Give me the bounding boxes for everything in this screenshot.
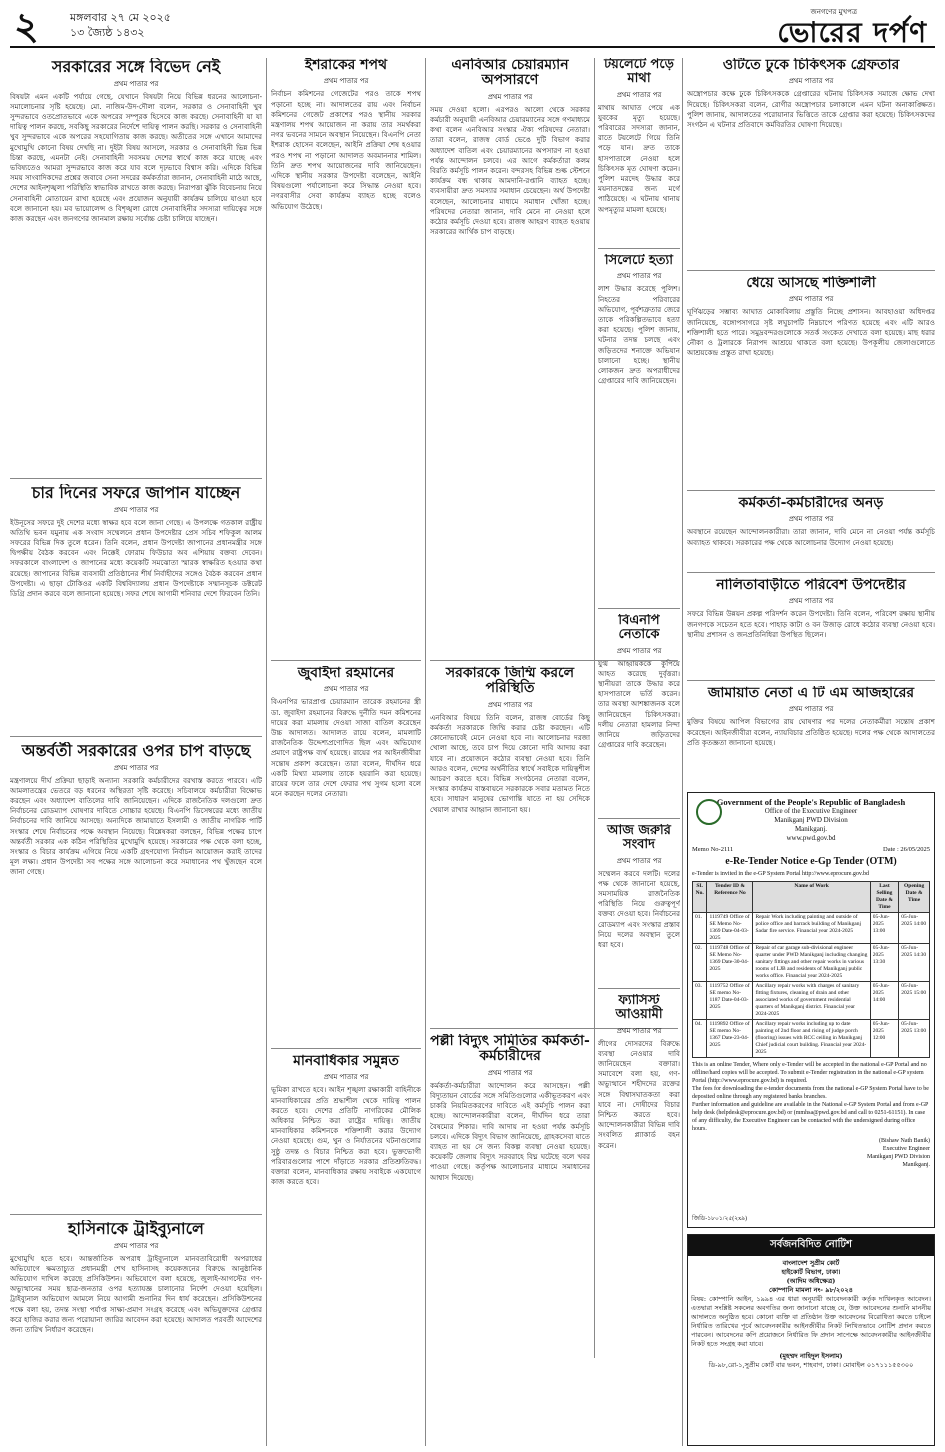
headline: ইশরাকের শপথ xyxy=(304,58,388,73)
story-body: বিএনপির ভারপ্রাপ্ত চেয়ারম্যান তারেক রহমানের স্ত্রী ডা. জুবাইদা রহমানের বিরুদ্ধে দুর্নীতি দমন কমিশনের দায়ের করা মামলায় দেওয়া সাজা বাতিল করেছেন উচ্চ আদালত। আদালত রায়ে বলেন, মামলাটি রাজনৈতিক উদ্দেশ্যপ্রণোদিত ছিল এবং অভিযোগ প্রমাণে রাষ্ট্রপক্ষ ব্যর্থ হয়েছে। রায়ের পর আইনজীবীরা সন্তোষ প্রকাশ করেছেন। তারা বলেন, দীর্ঘদিন ধরে একটি মিথ্যা মামলায় তাকে হয়রানি করা হয়েছে। রায়ের ফলে তার দেশে ফেরার পথ সুগম হলো বলে মনে করছেন দলের নেতারা। xyxy=(271,697,421,799)
story-doctor-arrest xyxy=(687,58,935,268)
table-cell: 03. xyxy=(693,982,707,1020)
story-bnp-leader xyxy=(598,614,680,814)
story-human-rights xyxy=(271,1054,421,1446)
tender-table-header xyxy=(693,882,930,913)
continued-label: প্রথম পাতার পর xyxy=(323,77,369,86)
notice-text: বিষয়: কোম্পানি আইন, ১৯৯৪ এর ধারা অনুযায়ী আবেদনকারী কর্তৃক দাখিলকৃত আবেদন। এতদ্বারা সংশ্লিষ্ট সকলের অবগতির জন্য জানানো যাচ্ছে যে, উক্ত আবেদনের শুনানি মাননীয় আদালতে অনুষ্ঠিত হবে। কোনো ব্যক্তি বা প্রতিষ্ঠান উক্ত আবেদনের বিরোধিতা করতে চাইলে নির্ধারিত তারিখের পূর্বে আবেদনকারীর আইনজীবীর নিকট লিখিতভাবে নোটিশ প্রদান করতে পারবেন। আবেদনের কপি প্রয়োজনে নির্ধারিত ফি প্রদান সাপেক্ষে আবেদনকারীর আইনজীবীর নিকট হতে সংগ্রহ করা যাবে। xyxy=(691,1295,931,1348)
story-jamaat-azhar xyxy=(687,686,935,786)
tender-notice xyxy=(687,792,935,1228)
col-header: Name of Work xyxy=(753,882,870,913)
story-interim-pressure xyxy=(10,742,262,1212)
story-toilet-death xyxy=(598,58,680,244)
continued-label: প্রথম পাতার পর xyxy=(487,700,533,709)
headline: জামায়াত নেতা এ টি এম আজহারের xyxy=(707,686,915,701)
story-body: ইউনূসের সফরে দুই দেশের মধ্যে স্বাক্ষর হবে বলে জানা গেছে। এ উপলক্ষে গতকাল রাষ্ট্রীয় অতিথি ভবন যমুনায় এক সংবাদ সম্মেলনে প্রধান উপদেষ্টার প্রেস সচিব শফিকুল আলম সফরের বিভিন্ন দিক তুলে ধরেন। তিনি বলেন, প্রধান উপদেষ্টা জাপানের প্রধানমন্ত্রীর সঙ্গে দ্বিপক্ষীয় বৈঠক করবেন এবং নিক্কেই ফোরাম ফিউচার অব এশিয়ায় বক্তব্য দেবেন। সফরকালে বাংলাদেশ ও জাপানের মধ্যে কয়েকটি সমঝোতা স্মারক স্বাক্ষরিত হওয়ার কথা রয়েছে। জাপানের বিভিন্ন ব্যবসায়ী প্রতিষ্ঠানের শীর্ষ নির্বাহীদের সঙ্গেও বৈঠক করবেন প্রধান উপদেষ্টা। এ ছাড়া টোকিওর একটি বিশ্ববিদ্যালয় প্রধান উপদেষ্টাকে সম্মানসূচক ডক্টরেট ডিগ্রি প্রদান করবে বলে জানানো হয়েছে। সফর শেষে আগামী শনিবার দেশে ফিরবেন তিনি। xyxy=(10,517,262,599)
story-urgent-news xyxy=(598,824,680,984)
story-storm xyxy=(687,276,935,488)
continued-label: প্রথম পাতার পর xyxy=(788,295,834,304)
logo-tagline: জনগণের মুখপত্র xyxy=(810,8,857,16)
story-employees-strike xyxy=(687,496,935,570)
story-ishraq-oath xyxy=(271,58,421,658)
tender-note-1: This is an online Tender, Where only e-Tender will be accepted in the national e-GP Portal and no offline/hard copies will be accepted. To submit e-Tender registration in the national e-GP system Portal (http://www.eprocure.gov.bd) is required. xyxy=(692,1062,927,1084)
headline: আজ জরুরি সংবাদ xyxy=(607,824,671,853)
notice-court: বাংলাদেশ সুপ্রীম কোর্ট xyxy=(782,1259,840,1267)
headline: সরকারকে জিম্মি করলে পরিস্থিতি xyxy=(445,666,575,697)
tender-note-3: Further information and guideline are available in the National e-GP System Portal and from e-GP help desk (helpdesk@eprocure.gov.bd) or (mmhsa@pwd.gov.bd and call to 0251-61151). In case of any difficulty, the Executive Engineer can be contacted with the undersigned during office hours. xyxy=(692,1102,929,1132)
narrow-column xyxy=(598,58,680,1446)
tender-office: Office of the Executive Engineer xyxy=(764,807,858,815)
story-body: যুগ্ম আহ্বায়ককে কুপিয়ে আহত করেছে দুর্বৃত্তরা। স্থানীয়রা তাকে উদ্ধার করে হাসপাতালে ভর্তি করেন। তার অবস্থা আশঙ্কাজনক বলে জানিয়েছেন চিকিৎসকরা। দলীয় নেতারা হামলার নিন্দা জানিয়ে জড়িতদের গ্রেপ্তারের দাবি করেছেন। xyxy=(598,658,680,750)
notice-signer: (মুহম্মদ নাহিদুল ইসলাম) xyxy=(779,1352,843,1360)
story-zubaida xyxy=(271,666,421,1046)
tender-title: e-Re-Tender Notice e-Gp Tender (OTM) xyxy=(725,856,897,867)
col-header: SL No. xyxy=(693,882,707,913)
table-cell: Repair of car garage sub-divisional engineer quarter under PWD Manikganj including changing sanitary fittings and other repair works in various rooms of LJB and residents of Manikganj public works office. Financial year 2024-2025 xyxy=(753,944,870,982)
story-nbr-chairman xyxy=(430,58,590,658)
table-cell: 1119749 Office of SE Memo No-1369 Date-04-03-2025 xyxy=(707,913,753,944)
headline: এনবিআর চেয়ারম্যান অপসারণে xyxy=(451,58,569,89)
table-cell: Ancillary repair works with charges of sanitary fitting fixtures, cleaning of drain and other associated works of government residential quarters of Manikganj district. Financial year 2024-2025 xyxy=(753,982,870,1020)
continued-label: প্রথম পাতার পর xyxy=(616,272,662,281)
table-cell: 05-Jun-2025 14:00 xyxy=(899,913,930,944)
notice-address: ডি-৯৮,রো-১,সুপ্রীম কোর্ট বার ভবন, শাহবাগ, ঢাকা। মোবাইল ০১৭১১১৫৫৩০০ xyxy=(708,1361,914,1369)
continued-label: প্রথম পাতার পর xyxy=(788,705,834,714)
story-body: নির্বাচন কমিশনের গেজেটের পরও তাকে শপথ পড়ানো হচ্ছে না। আদালতের রায় এবং নির্বাচন কমিশনের গেজেট প্রকাশের পরও স্থানীয় সরকার মন্ত্রণালয় শপথ আয়োজন না করায় তার সমর্থকরা নগর ভবনের সামনে অবস্থান নিয়েছেন। বিএনপি নেতা ইশরাক হোসেন বলেছেন, আইনি প্রক্রিয়া শেষ হওয়ার পরও শপথ না পড়ানো আদালত অবমাননার শামিল। তিনি দ্রুত শপথ আয়োজনের দাবি জানিয়েছেন। এদিকে স্থানীয় সরকার উপদেষ্টা বলেছেন, আইনি বিষয়গুলো পর্যালোচনা করে সিদ্ধান্ত নেওয়া হবে। নগরবাসীর সেবা কার্যক্রম ব্যাহত হচ্ছে বলেও অভিযোগ উঠেছে। xyxy=(271,89,421,211)
story-fascist-league xyxy=(598,994,680,1446)
tender-intro: e-Tender is invited in the e-GP System Portal http://www.eprocure.gov.bd xyxy=(692,871,870,877)
signer-division: Manikganj PWD Division xyxy=(867,1154,930,1160)
continued-label: প্রথম পাতার পর xyxy=(113,79,159,88)
story-body: সম্মেলন করবে দলটি। দলের পক্ষ থেকে জানানো হয়েছে, সমসাময়িক রাজনৈতিক পরিস্থিতি নিয়ে গুরুত্বপূর্ণ বক্তব্য দেওয়া হবে। নির্বাচনের রোডম্যাপ এবং সংস্কার প্রস্তাব নিয়ে দলের অবস্থান তুলে ধরা হবে। xyxy=(598,868,680,950)
table-cell: 05-Jun-2025 13:30 xyxy=(870,944,899,982)
tender-table xyxy=(692,881,930,1058)
story-japan-visit xyxy=(10,484,262,734)
continued-label: প্রথম পাতার পর xyxy=(113,505,159,514)
table-cell: 1119748 Office of SE Memo No-1369 Date-30-04-2025 xyxy=(707,944,753,982)
story-sylhet-murder xyxy=(598,254,680,604)
continued-label: প্রথম পাতার পর xyxy=(616,90,662,99)
tender-govt: Government of the People's Republic of Bangladesh xyxy=(716,797,906,807)
table-cell: 01. xyxy=(693,913,707,944)
tender-division: Manikganj PWD Division xyxy=(774,816,848,824)
story-body: সময় দেওয়া হলো। এরপরও আলো থেকে সরকার কর্মচারী অনুযায়ী এনবিআর চেয়ারম্যানের সঙ্গে গণমাধ্যমে কথা বলেন এনবিআর সংস্কার ঐক্য পরিষদের নেতারা। তারা বলেন, রাজস্ব বোর্ড ভেঙে দুটি বিভাগ করার অধ্যাদেশ বাতিল এবং চেয়ারম্যানের অপসারণ না হওয়া পর্যন্ত আন্দোলন চলবে। এর আগে কর্মকর্তারা কলম বিরতি কর্মসূচি পালন করেন। বন্দরসহ বিভিন্ন শুল্ক স্টেশনে কার্যক্রম বন্ধ থাকায় আমদানি-রপ্তানি ব্যাহত হচ্ছে। ব্যবসায়ীরা দ্রুত সমস্যার সমাধান চেয়েছেন। অর্থ উপদেষ্টা বলেছেন, আলোচনার মাধ্যমে সমাধান খোঁজা হচ্ছে। পরিষদের নেতারা জানান, দাবি মেনে না নেওয়া হলে কঠোর কর্মসূচি দেওয়া হবে। রাজস্ব আহরণ ব্যাহত হওয়ায় সরকারের আর্থিক চাপ বাড়ছে। xyxy=(430,104,590,237)
headline: জুবাইদা রহমানের xyxy=(297,666,395,681)
signer-name: (Bishaw Nath Banik) xyxy=(879,1138,930,1144)
table-cell: 1119892 Office of SE memo No-1367 Date-23-04-2025 xyxy=(707,1020,753,1058)
continued-label: প্রথম পাতার পর xyxy=(487,1068,533,1077)
tender-meta xyxy=(692,846,930,853)
notice-body xyxy=(688,1256,934,1373)
col-header: Opening Date & Time xyxy=(899,882,930,913)
headline: কর্মকর্তা-কর্মচারীদের অনড় xyxy=(738,496,884,511)
notice-jurisdiction: (আদিম অধিক্ষেত্র) xyxy=(786,1277,836,1285)
continued-label: প্রথম পাতার পর xyxy=(788,77,834,86)
story-palli-bidyut xyxy=(430,1034,590,1446)
table-cell: 1119752 Office of SE memo No-1187 Date-04-03-2025 xyxy=(707,982,753,1020)
headline: পল্লী বিদ্যুৎ সমিতির কর্মকর্তা-কর্মচারীদের xyxy=(430,1034,590,1065)
continued-label: প্রথম পাতার পর xyxy=(113,763,159,772)
continued-label: প্রথম পাতার পর xyxy=(788,597,834,606)
continued-label: প্রথম পাতার পর xyxy=(616,646,662,655)
court-notice xyxy=(687,1234,935,1446)
headline: সিলেটে হত্যা xyxy=(604,254,674,268)
table-cell: Ancillary repair works including up to date painting of 2nd floor and rising of judge porch (flooring) issues with RCC ceiling in Manikganj Chief judicial court building. Financial year 2024-2025 xyxy=(753,1020,870,1058)
page-number: ২ xyxy=(14,3,39,48)
headline: সরকারের সঙ্গে বিভেদ নেই xyxy=(51,58,221,76)
story-body: ঘূর্ণিঝড়ের সম্ভাব্য আঘাত মোকাবিলায় প্রস্তুতি নিচ্ছে প্রশাসন। আবহাওয়া অধিদপ্তর জানিয়েছে, বঙ্গোপসাগরে সৃষ্ট লঘুচাপটি নিম্নচাপে পরিণত হয়েছে এবং এটি আরও শক্তিশালী হতে পারে। সমুদ্রবন্দরগুলোকে সতর্ক সংকেত দেখাতে বলা হয়েছে। মাছ ধরার নৌকা ও ট্রলারকে নিরাপদ আশ্রয়ে থাকতে বলা হয়েছে। উপকূলীয় জেলাগুলোতে আশ্রয়কেন্দ্র প্রস্তুত রাখা হয়েছে। xyxy=(687,307,935,358)
govt-emblem-icon xyxy=(696,799,722,825)
continued-label: প্রথম পাতার পর xyxy=(323,685,369,694)
table-row xyxy=(693,944,930,982)
story-body: মুক্তির বিষয়ে আপিল বিভাগের রায় ঘোষণার পর দলের নেতাকর্মীরা সন্তোষ প্রকাশ করেছেন। আইনজীবীরা বলেন, ন্যায়বিচার প্রতিষ্ঠিত হয়েছে। দলের পক্ষ থেকে আদালতের প্রতি কৃতজ্ঞতা জানানো হয়েছে। xyxy=(687,717,935,747)
story-body: এনবিআর বিষয়ে তিনি বলেন, রাজস্ব বোর্ডের কিছু কর্মকর্তা সরকারকে জিম্মি করার চেষ্টা করছেন। এটি কোনোভাবেই মেনে নেওয়া হবে না। আলোচনার দরজা খোলা আছে, তবে চাপ দিয়ে কোনো দাবি আদায় করা যাবে না। প্রয়োজনে কঠোর ব্যবস্থা নেওয়া হবে। তিনি আরও বলেন, দেশের অর্থনীতির স্বার্থে সবাইকে দায়িত্বশীল আচরণ করতে হবে। বিভিন্ন সংগঠনের নেতারা বলেন, সংস্কার কার্যক্রম বাস্তবায়নে সরকারকে সবার মতামত নিতে হবে। সাধারণ মানুষের ভোগান্তি যাতে না হয় সেদিকে খেয়াল রাখার আহ্বান জানানো হয়। xyxy=(430,712,590,814)
tender-location: Manikganj. xyxy=(794,825,828,833)
signer-location: Manikganj. xyxy=(902,1162,930,1168)
story-body: মাথায় আঘাত পেয়ে এক যুবকের মৃত্যু হয়েছে। পরিবারের সদস্যরা জানান, রাতে টয়লেটে গিয়ে তিনি পড়ে যান। দ্রুত তাকে হাসপাতালে নেওয়া হলে চিকিৎসক মৃত ঘোষণা করেন। পুলিশ মরদেহ উদ্ধার করে ময়নাতদন্তের জন্য মর্গে পাঠিয়েছে। এ ঘটনায় থানায় অপমৃত্যুর মামলা হয়েছে। xyxy=(598,102,680,214)
logo-name: ভোরের দর্পণ xyxy=(777,16,927,49)
masthead xyxy=(10,4,935,48)
notice-case: কোম্পানি মামলা নং- ৯৮/২০২৪ xyxy=(769,1286,853,1294)
table-cell: 05-Jun-2025 15:00 xyxy=(899,982,930,1020)
story-body: সফরে বিভিন্ন উন্নয়ন প্রকল্প পরিদর্শন করেন উপদেষ্টা। তিনি বলেন, পরিবেশ রক্ষায় স্থানীয় জনগণকে সচেতন হতে হবে। পাহাড় কাটা ও বন উজাড় রোধে কঠোর ব্যবস্থা নেওয়া হবে। স্থানীয় প্রশাসন ও জনপ্রতিনিধিরা উপস্থিত ছিলেন। xyxy=(687,609,935,639)
ad-code: জিডি-১৮০১/২৫(২x৯) xyxy=(692,1216,748,1222)
continued-label: প্রথম পাতার পর xyxy=(788,515,834,524)
continued-label: প্রথম পাতার পর xyxy=(616,1026,662,1035)
notice-division: হাইকোর্ট বিভাগ, ঢাকা। xyxy=(781,1268,841,1276)
table-cell: 05-Jun-2025 14:00 xyxy=(870,982,899,1020)
headline: ওটিতে ঢুকে চিকিৎসক গ্রেফতার xyxy=(722,58,900,73)
story-body: কর্মকর্তা-কর্মচারীরা আন্দোলন করে আসছেন। পল্লী বিদ্যুতায়ন বোর্ডের সঙ্গে সমিতিগুলোর একীভূতকরণ এবং চাকরি নিয়মিতকরণের দাবিতে এই কর্মসূচি পালন করা হচ্ছে। আন্দোলনকারীরা বলেন, দীর্ঘদিন ধরে তারা বৈষম্যের শিকার। দাবি আদায় না হওয়া পর্যন্ত কর্মসূচি চলবে। এদিকে বিদ্যুৎ বিভাগ জানিয়েছে, গ্রাহকসেবা যাতে ব্যাহত না হয় সে জন্য বিকল্প ব্যবস্থা নেওয়া হয়েছে। কয়েকটি জেলায় বিদ্যুৎ সরবরাহে বিঘ্ন ঘটেছে বলে খবর পাওয়া গেছে। কর্তৃপক্ষ আলোচনার মাধ্যমে সমাধানের আশ্বাস দিয়েছে। xyxy=(430,1080,590,1182)
table-row xyxy=(693,1020,930,1058)
continued-label: প্রথম পাতার পর xyxy=(113,1241,159,1250)
notice-title: সর্বজনবিদিত নোটিশ xyxy=(688,1235,934,1256)
table-row xyxy=(693,982,930,1020)
story-body: মুখোমুখি হতে হবে। আন্তর্জাতিক অপরাধ ট্রাইব্যুনালে মানবতাবিরোধী অপরাধের অভিযোগে ক্ষমতাচ্যুত প্রধানমন্ত্রী শেখ হাসিনাসহ কয়েকজনের বিরুদ্ধে আনুষ্ঠানিক অভিযোগ দাখিল করেছে প্রসিকিউশন। অভিযোগে বলা হয়েছে, জুলাই-আগস্টের গণ-অভ্যুত্থানের সময় ছাত্র-জনতার ওপর হত্যাযজ্ঞ চালানোর নির্দেশ দেওয়া হয়েছিল। ট্রাইব্যুনাল অভিযোগ আমলে নিয়ে আগামী শুনানির দিন ধার্য করেছেন। প্রসিকিউশনের পক্ষে বলা হয়, তদন্ত সংস্থা পর্যাপ্ত সাক্ষ্য-প্রমাণ সংগ্রহ করেছে এবং অভিযুক্তদের গ্রেপ্তার করে হাজির করার জন্য পরোয়ানা জারির আবেদন করা হয়েছে। আদালত পরবর্তী আদেশের জন্য তারিখ নির্ধারণ করেছেন। xyxy=(10,1253,262,1335)
date-gregorian: মঙ্গলবার ২৭ মে ২০২৫ xyxy=(70,11,171,24)
headline: টয়লেটে পড়ে মাথা xyxy=(604,58,674,87)
continued-label: প্রথম পাতার পর xyxy=(487,92,533,101)
story-body: লাশ উদ্ধার করেছে পুলিশ। নিহতের পরিবারের অভিযোগ, পূর্বশত্রুতার জেরে তাকে পরিকল্পিতভাবে হত্যা করা হয়েছে। পুলিশ জানায়, ঘটনার তদন্ত চলছে এবং জড়িতদের শনাক্তে অভিযান চালানো হচ্ছে। স্থানীয় লোকজন দ্রুত অপরাধীদের গ্রেপ্তারের দাবি জানিয়েছেন। xyxy=(598,284,680,386)
headline: অন্তর্বর্তী সরকারের ওপর চাপ বাড়ছে xyxy=(21,742,251,760)
tender-website: www.pwd.gov.bd xyxy=(786,834,836,842)
table-cell: 05-Jun-2025 13:00 xyxy=(870,913,899,944)
signer-title: Executive Engineer xyxy=(882,1146,930,1152)
headline: চার দিনের সফরে জাপান যাচ্ছেন xyxy=(31,484,241,502)
date-bengali: ১৩ জ্যৈষ্ঠ ১৪৩২ xyxy=(70,26,145,39)
story-body: অস্ত্রোপচার কক্ষে ঢুকে চিকিৎসককে গ্রেপ্তারের ঘটনায় চিকিৎসক সমাজে ক্ষোভ দেখা দিয়েছে। চিকিৎসকরা বলেন, রোগীর অস্ত্রোপচার চলাকালে এমন ঘটনা অনাকাঙ্ক্ষিত। পুলিশ জানায়, আদালতের পরোয়ানার ভিত্তিতে তাকে গ্রেপ্তার করা হয়েছে। চিকিৎসকদের সংগঠন এ ঘটনার প্রতিবাদে কর্মবিরতির ঘোষণা দিয়েছে। xyxy=(687,89,935,129)
table-row xyxy=(693,913,930,944)
col-header: Last Selling Date & Time xyxy=(870,882,899,913)
headline: হাসিনাকে ট্রাইব্যুনালে xyxy=(68,1220,204,1238)
tender-note-2: The fees for downloading the e-tender documents from the national e-GP System Portal have to be deposited online through any registered banks branches. xyxy=(692,1086,929,1100)
table-cell: 04. xyxy=(693,1020,707,1058)
table-cell: 02. xyxy=(693,944,707,982)
table-cell: 05-Jun-2025 14:30 xyxy=(899,944,930,982)
story-body: মন্ত্রণালয়ে দীর্ঘ প্রক্রিয়া ছাড়াই অন্যান্য সরকারি কর্মচারীদের বরখাস্ত করতে পারবে। এটি আমলাতন্ত্রের ভেতরে বড় ধরনের অস্থিরতা সৃষ্টি করেছে। সচিবালয়ে কর্মচারীরা বিক্ষোভ করছেন এবং অধ্যাদেশ বাতিলের দাবি জানিয়েছেন। এদিকে রাজনৈতিক দলগুলো দ্রুত নির্বাচনের রোডম্যাপ ঘোষণার দাবিতে সোচ্চার হয়েছে। বিএনপি ডিসেম্বরের মধ্যে জাতীয় নির্বাচনের দাবি জানিয়ে আসছে। অন্যদিকে জামায়াতে ইসলামী ও জাতীয় নাগরিক পার্টি সংস্কার শেষে নির্বাচনের পক্ষে অবস্থান নিয়েছে। বিশ্লেষকরা বলছেন, বিভিন্ন পক্ষের চাপে অন্তর্বর্তী সরকার এক কঠিন পরিস্থিতির মুখোমুখি হয়েছে। সরকারের পক্ষ থেকে বলা হচ্ছে, সংস্কার ও বিচার কার্যক্রম এগিয়ে নিয়ে একটি গ্রহণযোগ্য নির্বাচন আয়োজন করাই তাদের মূল লক্ষ্য। প্রধান উপদেষ্টা সব পক্ষের সঙ্গে আলোচনা করে সমাধানের পথ খুঁজছেন বলে জানা গেছে। xyxy=(10,775,262,877)
tender-date: Date : 26/05/2025 xyxy=(883,846,930,853)
story-body: লীগের দোসরদের বিরুদ্ধে ব্যবস্থা নেওয়ার দাবি জানিয়েছেন বক্তারা। সমাবেশে বলা হয়, গণ-অভ্যুত্থানে শহীদদের রক্তের সঙ্গে বিশ্বাসঘাতকতা করা যাবে না। দোষীদের বিচার নিশ্চিত করতে হবে। আন্দোলনকারীরা বিভিন্ন দাবি সংবলিত প্ল্যাকার্ড বহন করেন। xyxy=(598,1038,680,1150)
table-cell: 05-Jun-2025 13:00 xyxy=(899,1020,930,1058)
story-body: অবস্থানে রয়েছেন আন্দোলনকারীরা। তারা জানান, দাবি মেনে না নেওয়া পর্যন্ত কর্মসূচি অব্যাহত থাকবে। সরকারের পক্ষ থেকে আলোচনার উদ্যোগ নেওয়া হয়েছে। xyxy=(687,527,935,547)
continued-label: প্রথম পাতার পর xyxy=(616,856,662,865)
headline: নালিতাবাড়ীতে পরিবেশ উপদেষ্টার xyxy=(716,578,906,593)
col-header: Tender ID & Reference No xyxy=(707,882,753,913)
story-nalitabari xyxy=(687,578,935,678)
headline: বিএনপি নেতাকে xyxy=(618,614,660,643)
story-body: বিষয়টা এমন একটি পর্যায়ে গেছে, যেখানে বিষয়টা নিয়ে বিভিন্ন ধরনের আলোচনা-সমালোচনার সৃষ্টি হয়েছে। মো. নাজিম-উদ-দৌলা বলেন, সরকার ও সেনাবাহিনী খুব সুন্দরভাবে ওতপ্রোতভাবে একে অপরের সম্পূরক হিসেবে কাজ করছে। সেনাবাহিনী যা যা দায়িত্ব পালন করছে, সবকিছু সরকারের নির্দেশে দায়িত্ব পালন করছি। সরকার ও সেনাবাহিনী খুব সুন্দরভাবে একে অপরের সহযোগিতায় কাজ করছে। অতীতের সঙ্গে এখানে আমাদের মুখোমুখি কোনো বিষয় দেখছি না। দুইটা বিষয় আসলে, সরকার ও সেনাবাহিনী ভিন্ন ভিন্ন চিন্তা করছে, এমনটা নেই। সেনাবাহিনী সবসময় দেশের স্বার্থে কাজ করে যাচ্ছে এবং ভবিষ্যতেও আমরা সুন্দরভাবে কাজ করে যাব বলে দৃঢ়ভাবে বিশ্বাস করি। এদিকে বিভিন্ন সময় সাংবাদিকদের প্রশ্নের জবাবে সেনা সদরের কর্মকর্তারা জানান, সেনাবাহিনী মাঠে আছে, দেশের আইনশৃঙ্খলা পরিস্থিতি স্বাভাবিক রাখতে কাজ করছে। নিরাপত্তা ঝুঁকি বিবেচনায় নিয়ে সেনাবাহিনী মোতায়েন রাখা হয়েছে এবং প্রয়োজন অনুযায়ী কার্যক্রম চালিয়ে যাওয়া হবে বলে জানানো হয়। মব ভায়োলেন্স ও বিশৃঙ্খলা রোধে সেনাবাহিনীর সদস্যরা দায়িত্বের সঙ্গে কাজ করছেন এবং জনগণের জানমাল রক্ষায় সর্বোচ্চ চেষ্টা চালিয়ে যাচ্ছেন। xyxy=(10,91,262,224)
table-cell: Repair Work including painting and outside of police office and barrack building of Manikganj Sadar fire service. Financial year 2024-2025 xyxy=(753,913,870,944)
tender-memo: Memo No-2111 xyxy=(692,846,734,853)
story-hasina-tribunal xyxy=(10,1220,262,1446)
newspaper-logo xyxy=(777,6,927,48)
story-body: ভূমিকা রাখতে হবে। আইন শৃঙ্খলা রক্ষাকারী বাহিনীকে মানবাধিকারের প্রতি শ্রদ্ধাশীল থেকে দায়িত্ব পালন করতে হবে। দেশের প্রতিটি নাগরিকের মৌলিক অধিকার নিশ্চিত করা রাষ্ট্রের দায়িত্ব। জাতীয় মানবাধিকার কমিশনকে শক্তিশালী করার উদ্যোগ নেওয়া হয়েছে। গুম, খুন ও নির্যাতনের ঘটনাগুলোর সুষ্ঠু তদন্ত ও বিচার নিশ্চিত করা হবে। ভুক্তভোগী পরিবারগুলোর পাশে দাঁড়াতে সরকার প্রতিশ্রুতিবদ্ধ। বক্তারা বলেন, মানবাধিকার রক্ষায় সবাইকে একযোগে কাজ করতে হবে। xyxy=(271,1085,421,1187)
date-line xyxy=(70,10,171,40)
headline: ধেয়ে আসছে শক্তিশালী xyxy=(746,276,876,291)
headline: ফ্যাসিস্ট আওয়ামী xyxy=(615,994,663,1023)
tender-signature xyxy=(692,1137,930,1169)
table-cell: 05-Jun-2025 12:00 xyxy=(870,1020,899,1058)
continued-label: প্রথম পাতার পর xyxy=(323,1073,369,1082)
headline: মানবাধিকার সমুন্নত xyxy=(293,1054,399,1069)
story-army-rift xyxy=(10,58,262,476)
